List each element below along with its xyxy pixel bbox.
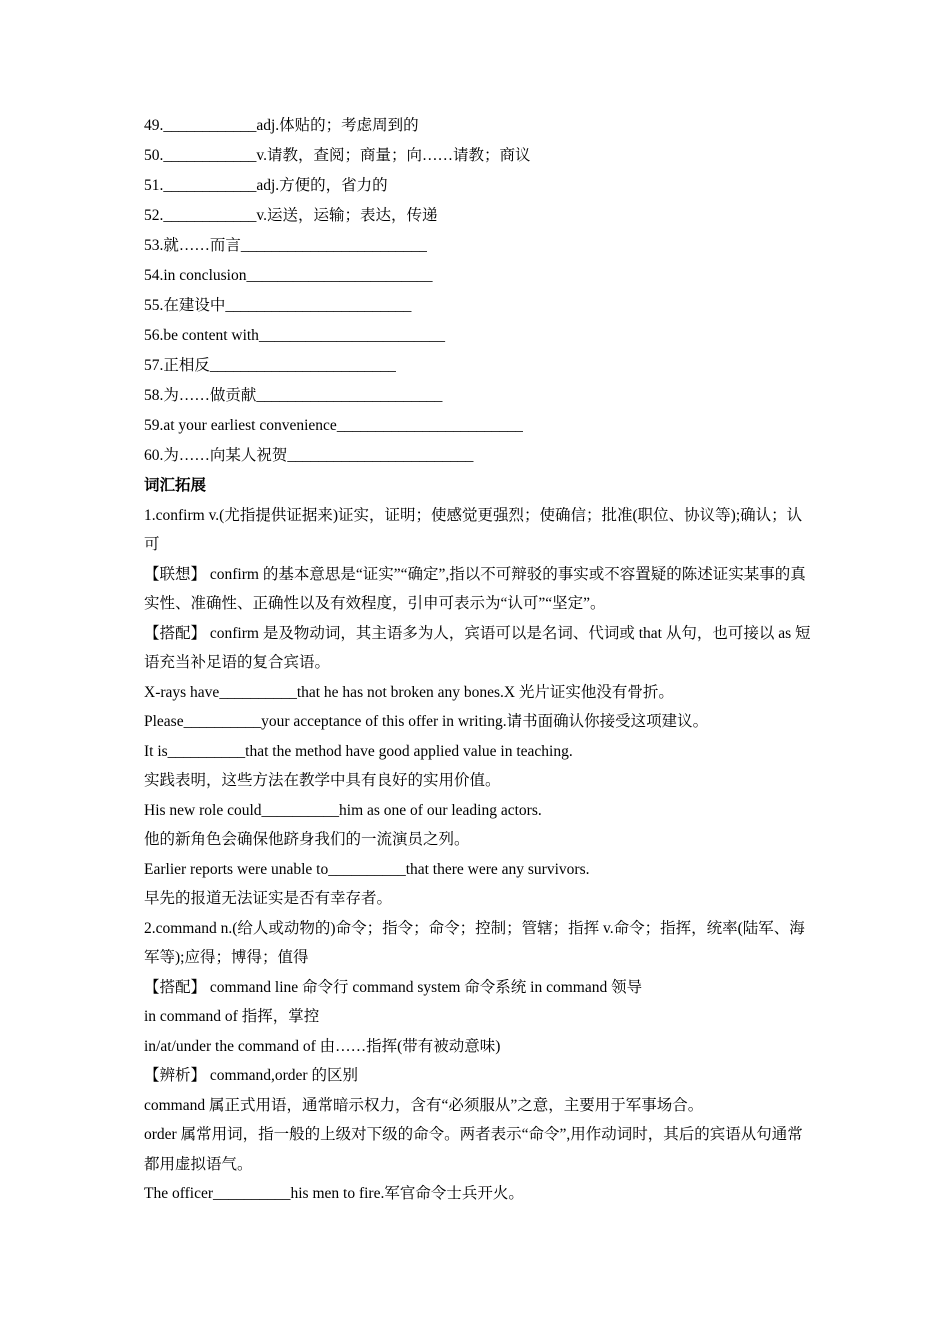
vocab-item-54: 54.in conclusion________________________ xyxy=(144,267,433,284)
confirm-example-5-translation: 早先的报道无法证实是否有幸存者。 xyxy=(144,890,393,907)
answer-blank: ________________________ xyxy=(240,237,427,254)
command-heading: 2.command n.(给人或动物的)命令；指令；命令；控制；管辖；指挥 v.命令；指挥，统率(陆军、海军等);应得；博得；值得 xyxy=(144,919,805,966)
association-tag: 【联想】 xyxy=(144,565,207,583)
command-collocation-2: in command of 指挥，掌控 xyxy=(144,1008,320,1025)
answer-blank: ________________________ xyxy=(258,327,445,344)
confirm-example-4-translation: 他的新角色会确保他跻身我们的一流演员之列。 xyxy=(144,831,470,848)
command-collocation-3: in/at/under the command of 由……指挥(带有被动意味) xyxy=(144,1037,501,1055)
differentiation-tag: 【辨析】 xyxy=(144,1067,207,1084)
vocab-item-53: 53.就……而言________________________ xyxy=(144,237,427,254)
answer-blank: ________________________ xyxy=(246,267,433,284)
confirm-heading: 1.confirm v.(尤指提供证据来)证实，证明；使感觉更强烈；使确信；批准(职位、协议等);确认；认可 xyxy=(144,506,803,553)
answer-blank: ____________ xyxy=(163,117,257,134)
command-differentiation: 【辨析】 command,order 的区别 xyxy=(144,1061,812,1091)
vocab-item-55: 55.在建设中________________________ xyxy=(144,297,412,314)
confirm-collocation: 【搭配】 confirm 是及物动词，其主语多为人，宾语可以是名词、代词或 that 从句，也可接以 as 短语充当补足语的复合宾语。 xyxy=(144,619,812,678)
answer-blank: ____________ xyxy=(163,147,257,164)
command-diff-2: order 属常用词，指一般的上级对下级的命令。两者表示“命令”,用作动词时，其后的宾语从句通常都用虚拟语气。 xyxy=(144,1126,803,1173)
confirm-example-3-translation: 实践表明，这些方法在教学中具有良好的实用价值。 xyxy=(144,772,501,789)
confirm-example-1: X-rays have__________that he has not broken any bones.X 光片证实他没有骨折。 xyxy=(144,683,674,701)
vocab-item-58: 58.为……做贡献________________________ xyxy=(144,387,443,404)
command-example: The officer__________his men to fire.军官命令士兵开火。 xyxy=(144,1185,524,1202)
vocab-item-52: 52.____________v.运送，运输；表达，传递 xyxy=(144,207,438,224)
confirm-example-5: Earlier reports were unable to__________that there were any survivors. xyxy=(144,860,590,878)
answer-blank: ________________________ xyxy=(225,297,412,314)
confirm-association: 【联想】 confirm 的基本意思是“证实”“确定”,指以不可辩驳的事实或不容置疑的陈述证实某事的真实性、准确性、正确性以及有效程度，引申可表示为“认可”“坚定”。 xyxy=(144,560,812,619)
answer-blank: ________________________ xyxy=(336,417,523,434)
command-collocation: 【搭配】 command line 命令行 command system 命令系统 in command 领导 xyxy=(144,973,812,1003)
confirm-example-4: His new role could__________him as one of our leading actors. xyxy=(144,801,542,819)
answer-blank: ________________________ xyxy=(287,447,474,464)
collocation-tag: 【搭配】 xyxy=(144,624,207,642)
vocab-item-57: 57.正相反________________________ xyxy=(144,357,396,374)
answer-blank: ____________ xyxy=(163,207,257,224)
vocab-item-51: 51.____________adj.方便的，省力的 xyxy=(144,177,388,194)
document-page xyxy=(144,111,812,1209)
collocation-tag: 【搭配】 xyxy=(144,978,207,996)
vocab-item-56: 56.be content with________________________ xyxy=(144,327,445,344)
command-diff-1: command 属正式用语，通常暗示权力，含有“必须服从”之意，主要用于军事场合。 xyxy=(144,1096,704,1114)
vocab-item-59: 59.at your earliest convenience________________________ xyxy=(144,417,523,434)
confirm-example-2: Please__________your acceptance of this offer in writing.请书面确认你接受这项建议。 xyxy=(144,713,709,730)
vocab-item-49: 49.____________adj.体贴的；考虑周到的 xyxy=(144,117,419,134)
section-title: 词汇拓展 xyxy=(144,477,207,494)
vocab-item-50: 50.____________v.请教，查阅；商量；向……请教；商议 xyxy=(144,147,531,164)
answer-blank: ________________________ xyxy=(209,357,396,374)
answer-blank: ____________ xyxy=(163,177,257,194)
answer-blank: ________________________ xyxy=(256,387,443,404)
vocab-item-60: 60.为……向某人祝贺________________________ xyxy=(144,447,474,464)
confirm-example-3: It is__________that the method have good applied value in teaching. xyxy=(144,742,573,760)
